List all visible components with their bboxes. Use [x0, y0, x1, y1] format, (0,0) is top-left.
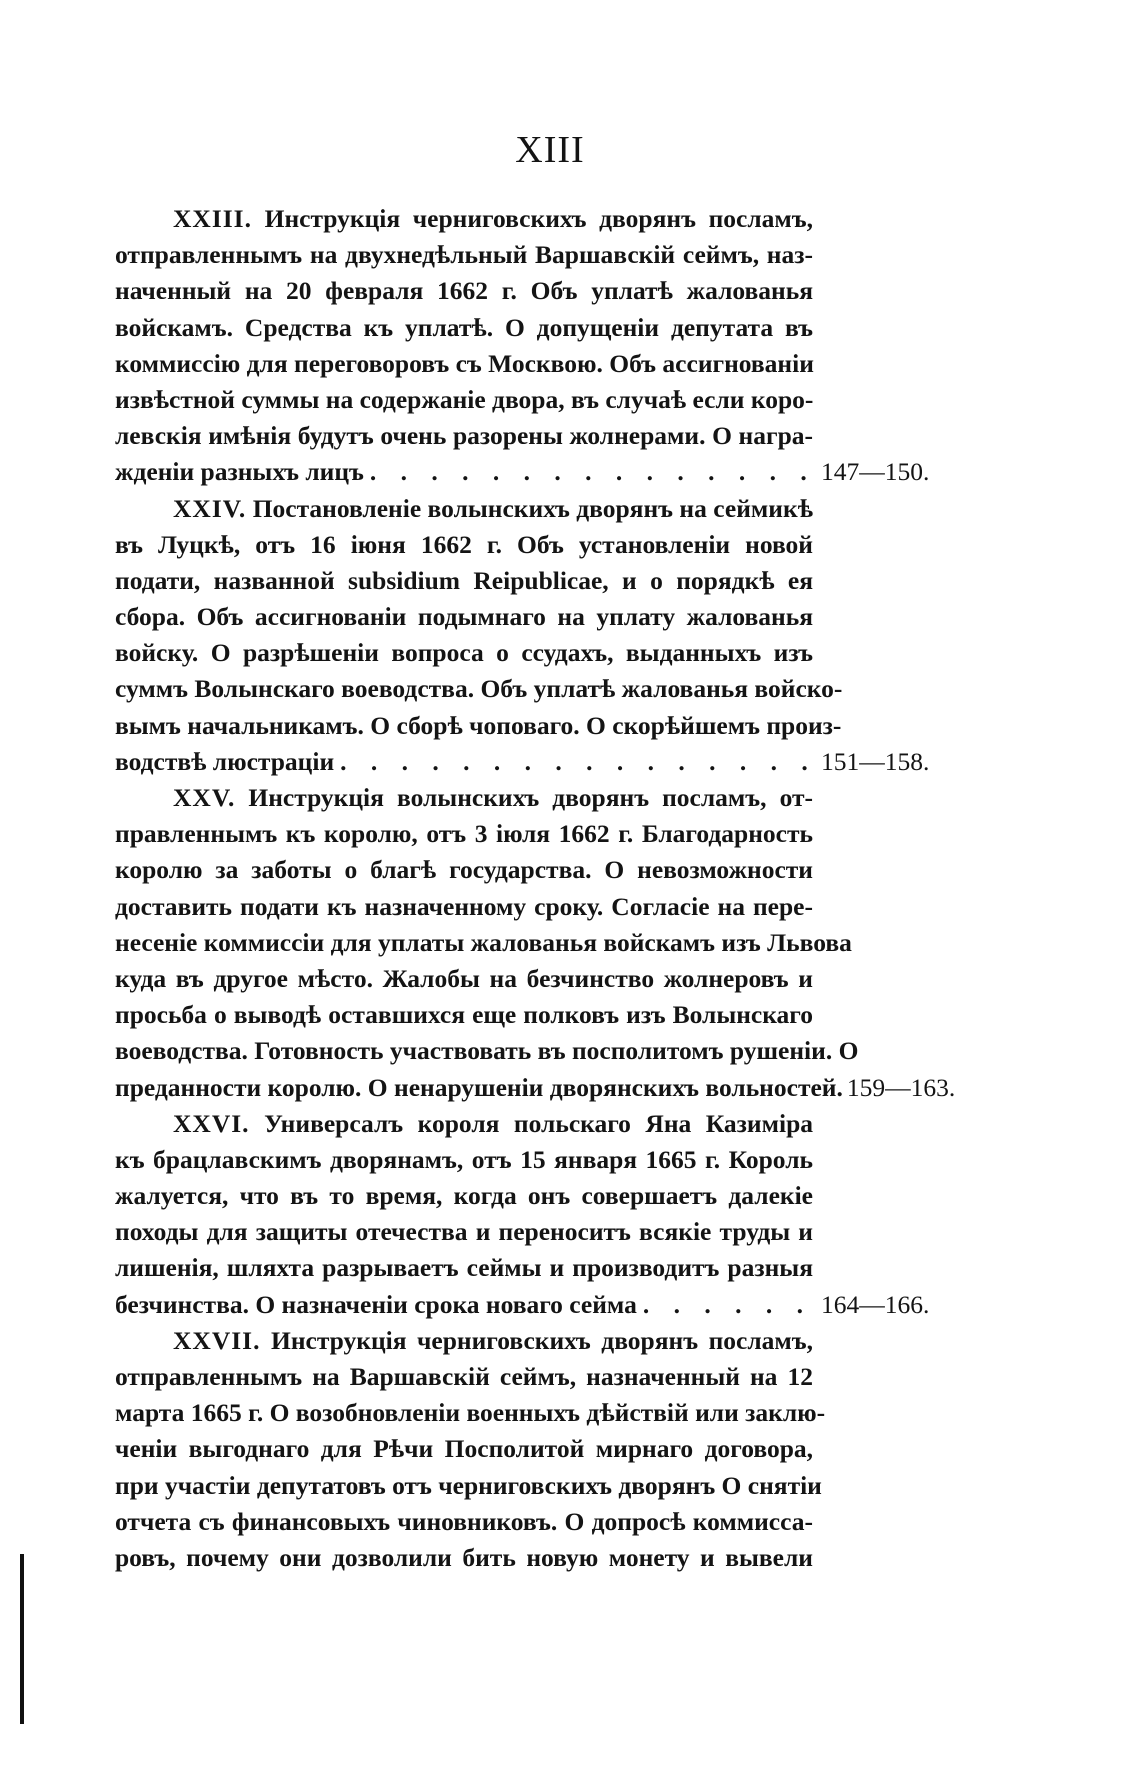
entry-line: отправленнымъ на двухнедѣльный Варшавскій сеймъ, наз-: [115, 240, 813, 270]
entry-text: Постановленіе волынскихъ дворянъ на сеймикѣ: [252, 493, 813, 523]
table-of-contents: [115, 201, 956, 1576]
entry-line-with-leader: [115, 1287, 935, 1323]
entry-line: доставить подати къ назначенному сроку. Согласіе на пере-: [115, 891, 813, 921]
entry-line: сбора. Объ ассигнованіи подымнаго на уплату жалованья: [115, 602, 813, 632]
entry-line: отправленнымъ на Варшавскій сеймъ, назначенный на 12: [115, 1362, 813, 1391]
page-range: 151—158.: [821, 746, 930, 776]
entry-line-with-leader: [115, 744, 935, 780]
toc-entry-xxiii: [115, 201, 935, 491]
entry-line: жалуется, что въ то время, когда онъ совершаетъ далекіе: [115, 1181, 813, 1211]
dot-leader: [643, 1287, 811, 1323]
entry-line: наченный на 20 февраля 1662 г. Объ уплатѣ жалованья: [115, 276, 813, 306]
entry-text: Инструкція черниговскихъ дворянъ посламъ,: [264, 204, 813, 233]
entry-line: при участіи депутатовъ отъ черниговскихъ дворянъ О снятіи: [115, 1470, 822, 1500]
entry-text: жденіи разныхъ лицъ: [115, 457, 364, 487]
entry-line: [115, 1106, 813, 1142]
entry-numeral: XXV.: [173, 783, 236, 812]
entry-numeral: XXIV.: [173, 493, 247, 523]
entry-numeral: XXIII.: [173, 204, 252, 233]
entry-line: [115, 491, 813, 527]
entry-line: въ Луцкѣ, отъ 16 іюня 1662 г. Объ установленіи новой: [115, 529, 813, 559]
entry-line: войску. О разрѣшеніи вопроса о ссудахъ, выданныхъ изъ: [115, 638, 813, 668]
page-range: 164—166.: [821, 1289, 930, 1319]
entry-line: ченіи выгоднаго для Рѣчи Посполитой мирнаго договора,: [115, 1434, 813, 1464]
entry-line: къ брацлавскимъ дворянамъ, отъ 15 января 1665 г. Король: [115, 1144, 813, 1174]
toc-entry-xxvii: [115, 1323, 935, 1576]
entry-line: левскія имѣнія будутъ очень разорены жолнерами. О награ-: [115, 421, 813, 451]
entry-numeral: XXVII.: [173, 1325, 261, 1355]
entry-line: воеводства. Готовность участвовать въ посполитомъ рушеніи. О: [115, 1036, 859, 1066]
toc-entry-xxvi: [115, 1106, 935, 1323]
entry-line: лишенія, шляхта разрываетъ сеймы и производитъ разныя: [115, 1253, 813, 1283]
entry-numeral: XXVI.: [173, 1108, 250, 1138]
entry-line: несеніе коммиссіи для уплаты жалованья войскамъ изъ Львова: [115, 927, 852, 957]
entry-line: суммъ Волынскаго воеводства. Объ уплатѣ жалованья войско-: [115, 674, 843, 704]
entry-text: водствѣ люстраціи: [115, 746, 335, 776]
entry-line: [115, 1323, 813, 1359]
entry-line: [115, 780, 813, 816]
entry-text: Инструкція черниговскихъ дворянъ посламъ,: [270, 1325, 814, 1355]
entry-line: ровъ, почему они дозволили бить новую монету и вывели: [115, 1542, 813, 1572]
entry-line: коммиссію для переговоровъ съ Москвою. Объ ассигнованіи: [115, 348, 814, 378]
entry-line: правленнымъ къ королю, отъ 3 іюля 1662 г. Благодарность: [115, 819, 813, 849]
toc-entry-xxv: [115, 780, 956, 1106]
entry-line: походы для защиты отечества и переноситъ всякіе труды и: [115, 1217, 813, 1247]
page-range: 159—163.: [846, 1072, 956, 1102]
entry-line: войскамъ. Средства къ уплатѣ. О допущеніи депутата въ: [115, 312, 813, 342]
entry-line: [115, 201, 813, 237]
entry-text: Универсалъ короля польскаго Яна Казиміра: [264, 1108, 813, 1138]
entry-line: извѣстной суммы на содержаніе двора, въ случаѣ если коро-: [115, 384, 814, 414]
binding-edge-mark: [20, 1554, 24, 1724]
entry-text: безчинства. О назначеніи срока новаго сейма: [115, 1289, 637, 1319]
toc-entry-xxiv: [115, 491, 935, 781]
entry-line: просьба о выводѣ оставшихся еще полковъ изъ Волынскаго: [115, 1000, 813, 1030]
entry-line: отчета съ финансовыхъ чиновниковъ. О допросѣ коммисса-: [115, 1506, 813, 1536]
page-range: 147—150.: [821, 457, 930, 487]
entry-text: преданности королю. О ненарушеніи дворянскихъ вольностей.: [115, 1072, 843, 1102]
entry-line-with-leader: [115, 454, 935, 490]
dot-leader: [340, 744, 811, 780]
entry-line: королю за заботы о благѣ государства. О невозможности: [115, 855, 813, 885]
entry-line: куда въ другое мѣсто. Жалобы на безчинство жолнеровъ и: [115, 963, 813, 993]
entry-line-with-pages: [115, 1070, 956, 1106]
page-number: XIII: [515, 129, 585, 171]
entry-line: подати, названной subsidium Reipublicae, и о порядкѣ ея: [115, 565, 813, 595]
entry-text: Инструкція волынскихъ дворянъ посламъ, от-: [248, 783, 814, 812]
entry-line: марта 1665 г. О возобновленіи военныхъ дѣйствій или заклю-: [115, 1398, 826, 1428]
entry-line: вымъ начальникамъ. О сборѣ чоповаго. О скорѣйшемъ произ-: [115, 710, 842, 740]
dot-leader: [370, 454, 811, 490]
